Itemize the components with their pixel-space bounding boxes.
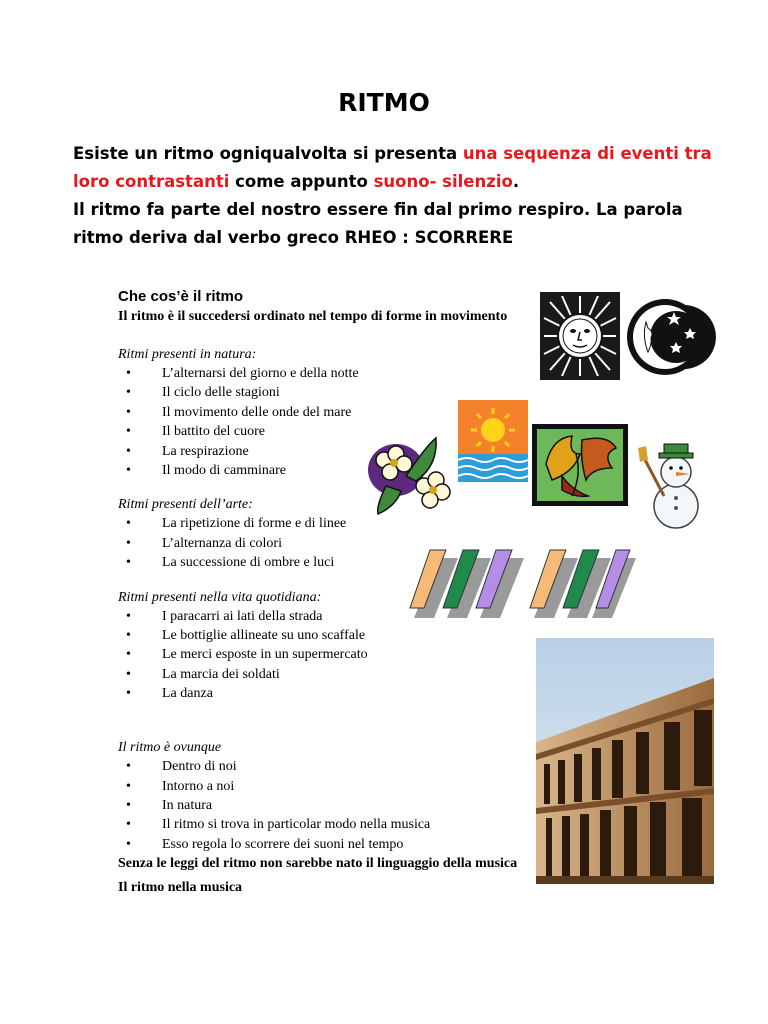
list-item: • Il movimento delle onde del mare	[118, 403, 548, 422]
list-item: • In natura	[118, 796, 548, 815]
intro-paragraph-2: Il ritmo fa parte del nostro essere fin dal primo respiro. La parola ritmo deriva dal verbo greco RHEO : SCORRERE	[73, 200, 683, 247]
list-item: • La marcia dei soldati	[118, 665, 548, 684]
list-item-empty	[118, 704, 548, 723]
intro-highlight-sound-silence: suono- silenzio	[373, 172, 513, 191]
list-item: • La danza	[118, 684, 548, 703]
intro-text	[73, 140, 733, 252]
conclusion-text: Senza le leggi del ritmo non sarebbe nato il linguaggio della musica	[118, 856, 518, 872]
list-item: • Esso regola lo scorrere dei suoni nel tempo	[118, 835, 548, 854]
section-heading: Il ritmo è ovunque	[118, 740, 222, 756]
rhythm-definition: Il ritmo è il succedersi ordinato nel tempo di forme in movimento	[118, 309, 508, 324]
list-item: • Il modo di camminare	[118, 461, 548, 480]
list-item: • I paracarri ai lati della strada	[118, 607, 548, 626]
list-item: • Le bottiglie allineate su uno scaffale	[118, 626, 548, 645]
section-heading: Ritmi presenti nella vita quotidiana:	[118, 589, 322, 605]
intro-text-plain: Esiste un ritmo ogniqualvolta si presenta	[73, 144, 463, 163]
intro-text-plain: .	[512, 172, 520, 191]
moon-stars-icon	[624, 292, 706, 382]
scan-title: Che cos’è il ritmo	[118, 288, 244, 305]
list-item: • Dentro di noi	[118, 757, 548, 776]
intro-paragraph-1	[73, 140, 733, 196]
list-item: • La respirazione	[118, 442, 548, 461]
list-item: • La successione di ombre e luci	[118, 553, 548, 572]
list-item: • L’alternanza di colori	[118, 534, 548, 553]
sea-sun-icon	[458, 400, 528, 482]
cut-off-line: Il ritmo nella musica	[118, 880, 243, 896]
autumn-leaves-icon	[532, 424, 628, 506]
list-item: • Il ritmo si trova in particolar modo nella musica	[118, 815, 548, 834]
list-item: • Intorno a noi	[118, 777, 548, 796]
list-item: • Il battito del cuore	[118, 422, 548, 441]
snowman-icon	[636, 434, 706, 530]
aqueduct-photo	[536, 638, 714, 884]
section-heading: Ritmi presenti in natura:	[118, 347, 257, 362]
section-heading: Ritmi presenti dell’arte:	[118, 497, 253, 513]
list-item: • La ripetizione di forme e di linee	[118, 514, 548, 533]
intro-highlight-sequence: una sequenza di eventi tra loro contrastanti	[73, 144, 712, 191]
page-title: RITMO	[338, 88, 430, 117]
list-item: • Le merci esposte in un supermercato	[118, 645, 548, 664]
list-item: • Il ciclo delle stagioni	[118, 383, 548, 402]
list-item: • L’alternarsi del giorno e della notte	[118, 364, 548, 383]
intro-text-plain: come appunto	[229, 172, 374, 191]
rhythm-pattern-icon	[408, 546, 638, 618]
flowers-icon	[366, 436, 458, 516]
everywhere-rhythms-list	[118, 757, 548, 854]
daily-life-rhythms-list	[118, 607, 548, 723]
sun-woodcut-icon	[540, 292, 620, 380]
